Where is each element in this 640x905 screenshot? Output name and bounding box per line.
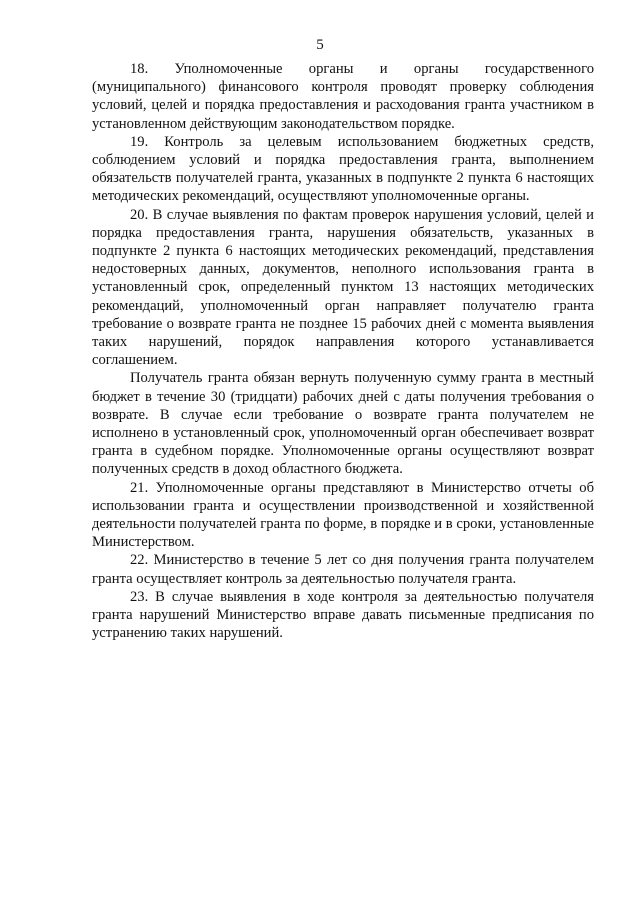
paragraph-20-continued: Получатель гранта обязан вернуть полученную сумму гранта в местный бюджет в течение 30 (тридцати) рабочих дней с даты получения требования о возврате. В случае если требование о возврате гранта получателем не исполнено в установленный срок, уполномоченный орган обеспечивает возврат гранта в судебном порядке. Уполномоченные органы осуществляют возврат полученных средств в доход областного бюджета. xyxy=(92,370,594,478)
paragraph-23: 23. В случае выявления в ходе контроля за деятельностью получателя гранта нарушений Министерство вправе давать письменные предписания по устранению таких нарушений. xyxy=(92,588,594,642)
paragraph-20: 20. В случае выявления по фактам проверок нарушения условий, целей и порядка предоставления гранта, нарушения обязательств, указанных в подпункте 2 пункта 6 настоящих методических рекомендаций, представления недостоверных данных, документов, неполного использования гранта в установленный срок, определенный пунктом 13 настоящих методических рекомендаций, уполномоченный орган направляет получателю гранта требование о возврате гранта не позднее 15 рабочих дней с момента выявления таких нарушений, порядок направления которого устанавливается соглашением. xyxy=(92,206,594,369)
document-body xyxy=(92,60,594,643)
paragraph-19: 19. Контроль за целевым использованием бюджетных средств, соблюдением условий и порядка предоставления гранта, выполнением обязательств получателей гранта, указанных в подпункте 2 пункта 6 настоящих методических рекомендаций, осуществляют уполномоченные органы. xyxy=(92,133,594,205)
paragraph-21: 21. Уполномоченные органы представляют в Министерство отчеты об использовании гранта и осуществлении производственной и хозяйственной деятельности получателей гранта по форме, в порядке и в сроки, установленные Министерством. xyxy=(92,479,594,551)
page-number: 5 xyxy=(316,37,324,53)
paragraph-22: 22. Министерство в течение 5 лет со дня получения гранта получателем гранта осуществляет контроль за деятельностью получателя гранта. xyxy=(92,552,594,587)
paragraph-18: 18. Уполномоченные органы и органы государственного (муниципального) финансового контроля проводят проверку соблюдения условий, целей и порядка предоставления и расходования гранта участником в установленном действующим законодательством порядке. xyxy=(92,61,594,132)
